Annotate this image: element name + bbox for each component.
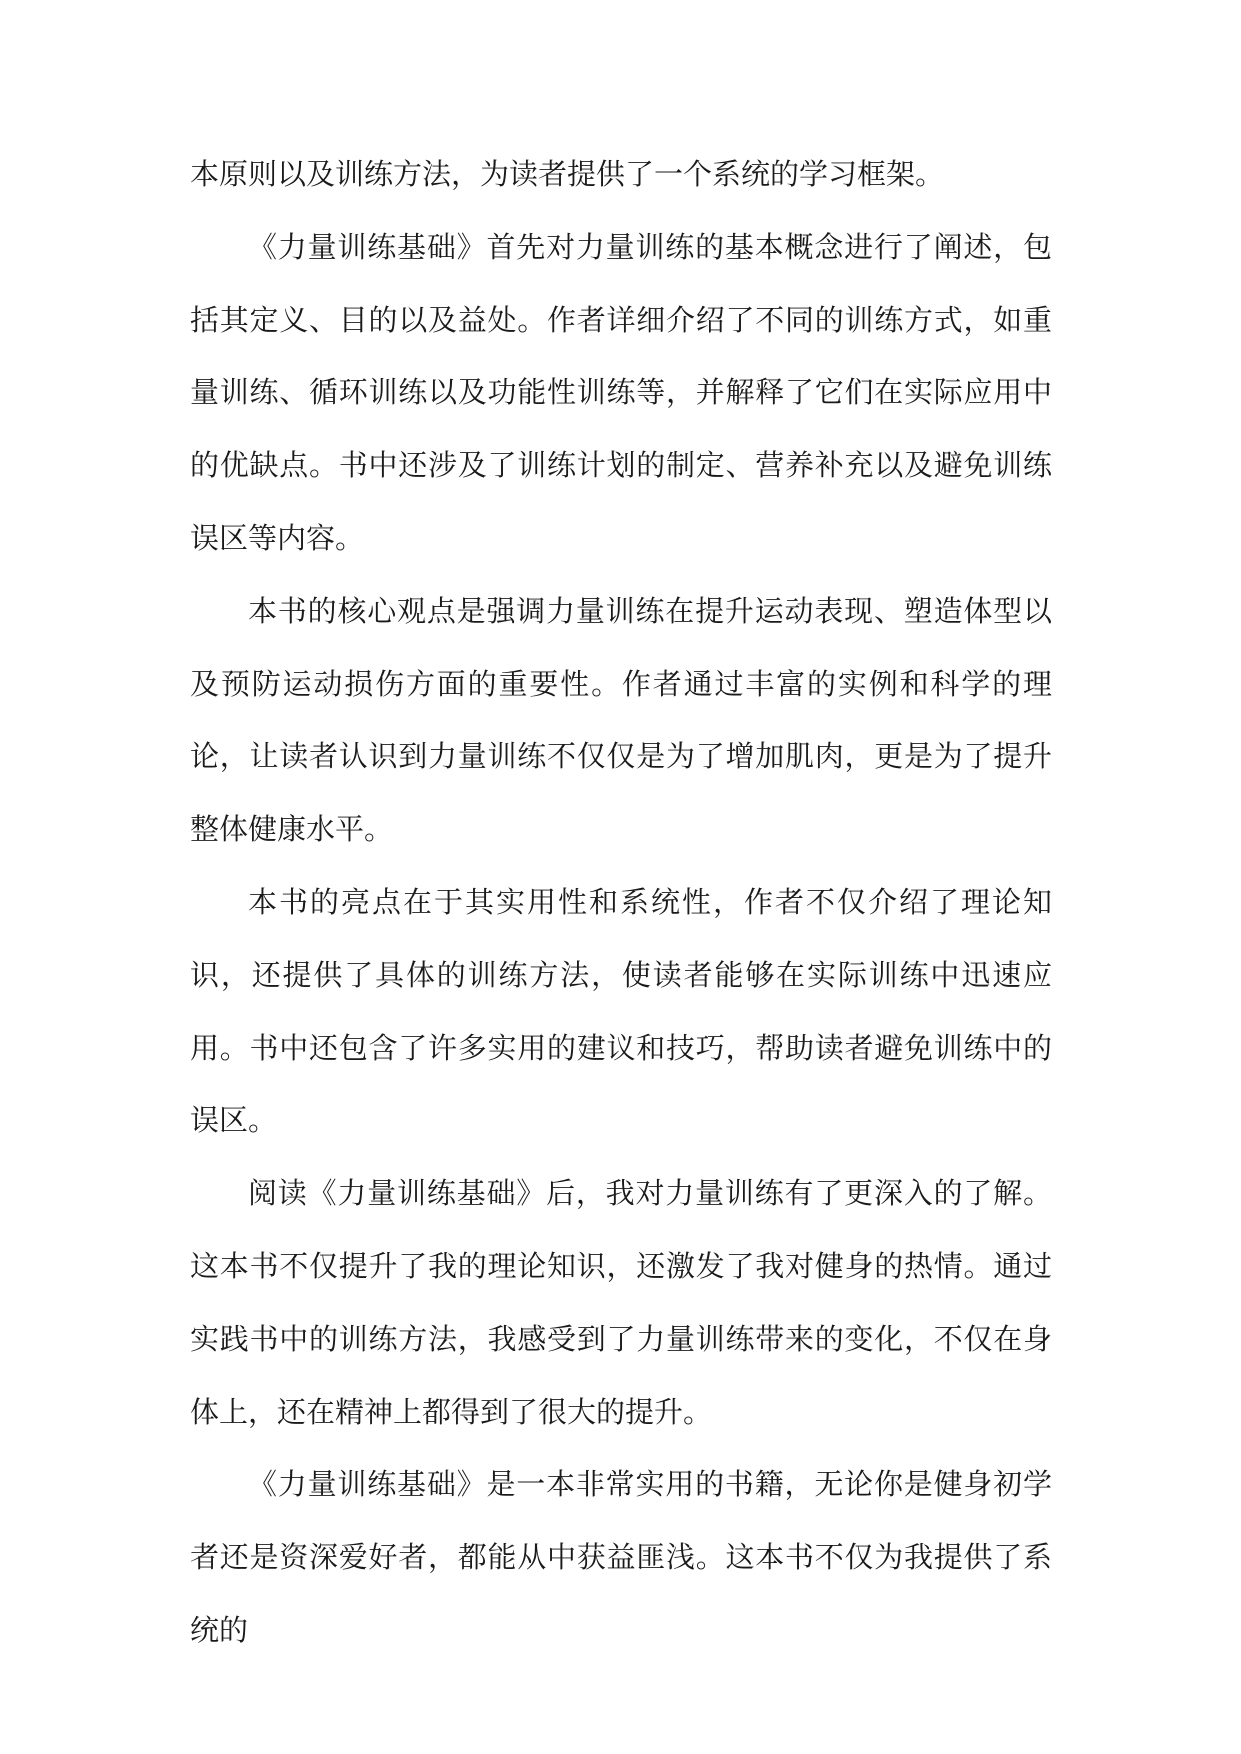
- body-text: [190, 138, 1052, 1667]
- paragraph-highlights: 本书的亮点在于其实用性和系统性，作者不仅介绍了理论知识，还提供了具体的训练方法，使读者能够在实际训练中迅速应用。书中还包含了许多实用的建议和技巧，帮助读者避免训练中的误区。: [190, 884, 1052, 1138]
- paragraph-recommendation: 《力量训练基础》是一本非常实用的书籍，无论你是健身初学者还是资深爱好者，都能从中获益匪浅。这本书不仅为我提供了系统的: [190, 1467, 1052, 1647]
- paragraph-continuation: 本原则以及训练方法，为读者提供了一个系统的学习框架。: [190, 157, 945, 191]
- paragraph-reflection: 阅读《力量训练基础》后，我对力量训练有了更深入的了解。这本书不仅提升了我的理论知识，还激发了我对健身的热情。通过实践书中的训练方法，我感受到了力量训练带来的变化，不仅在身体上，还在精神上都得到了很大的提升。: [190, 1176, 1052, 1429]
- paragraph-core-viewpoint: 本书的核心观点是强调力量训练在提升运动表现、塑造体型以及预防运动损伤方面的重要性。作者通过丰富的实例和科学的理论，让读者认识到力量训练不仅仅是为了增加肌肉，更是为了提升整体健康水平。: [190, 593, 1052, 847]
- paragraph-overview: 《力量训练基础》首先对力量训练的基本概念进行了阐述，包括其定义、目的以及益处。作者详细介绍了不同的训练方式，如重量训练、循环训练以及功能性训练等，并解释了它们在实际应用中的优缺点。书中还涉及了训练计划的制定、营养补充以及避免训练误区等内容。: [190, 229, 1052, 555]
